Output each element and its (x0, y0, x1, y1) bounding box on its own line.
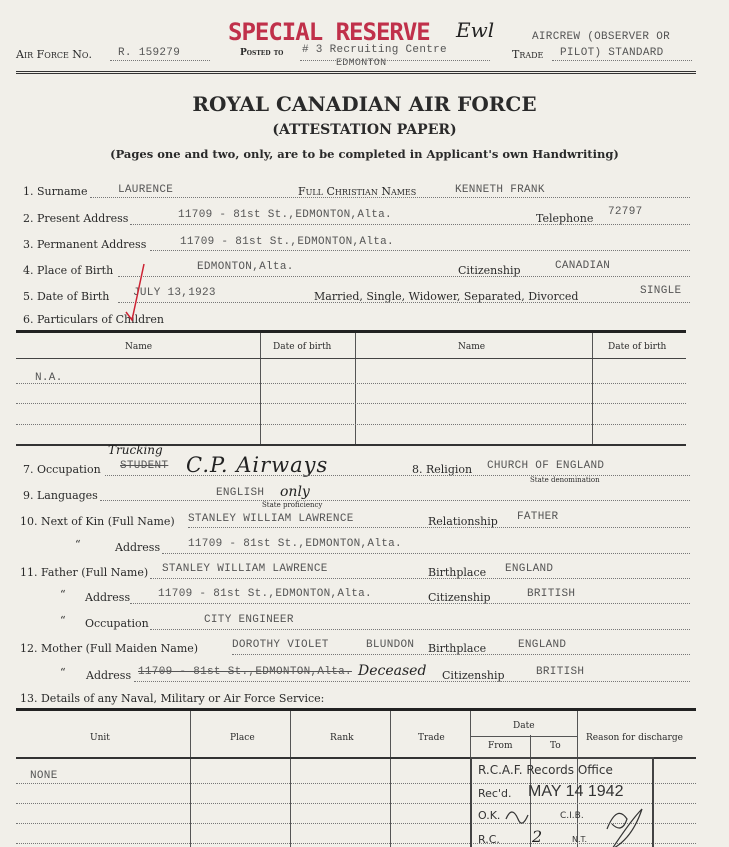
air-force-no: R. 159279 (118, 47, 181, 59)
children-label: 6. Particulars of Children (23, 313, 164, 326)
languages-handwritten: only (280, 484, 310, 500)
special-reserve-stamp: SPECIAL RESERVE (228, 18, 430, 46)
religion-note: State denomination (530, 476, 600, 484)
mother-label: 12. Mother (Full Maiden Name) (20, 642, 199, 655)
occupation-label: 7. Occupation (23, 463, 101, 476)
service-header-date: Date (513, 721, 535, 731)
records-office-stamp (470, 757, 654, 847)
trade-line1: AIRCREW (OBSERVER OR (532, 31, 671, 43)
religion-label: 8. Religion (412, 463, 473, 476)
telephone-label: Telephone (536, 212, 594, 225)
marital-label: Married, Single, Widower, Separated, Divorced (314, 290, 579, 303)
children-header-dob-2: Date of birth (608, 342, 667, 352)
dob-value: JULY 13,1923 (133, 287, 216, 299)
service-header-to: To (550, 741, 561, 751)
form-title: ROYAL CANADIAN AIR FORCE (192, 92, 537, 116)
mother-birthplace-label: Birthplace (428, 642, 487, 655)
posted-to: # 3 Recruiting Centre (302, 44, 447, 56)
stamp-date: MAY 14 1942 (528, 783, 624, 800)
nok-address-value: 11709 - 81st St.,EDMONTON,Alta. (188, 538, 402, 550)
nok-label: 10. Next of Kin (Full Name) (20, 515, 175, 528)
service-header-rank: Rank (330, 733, 354, 743)
stamp-recd-label: Rec'd. (478, 787, 512, 800)
languages-value: ENGLISH (216, 487, 265, 499)
relationship-value: FATHER (517, 511, 559, 523)
father-citizenship-value: BRITISH (527, 588, 576, 600)
service-header-unit: Unit (90, 733, 110, 743)
present-address-label: 2. Present Address (23, 212, 129, 225)
ditto-mark: “ (60, 614, 66, 627)
christian-names-label: Full Christian Names (298, 185, 417, 198)
telephone-value: 72797 (608, 206, 643, 218)
mother-address-value: 11709 - 81st St.,EDMONTON,Alta. (138, 666, 352, 678)
stamp-ok-label: O.K. (478, 809, 501, 822)
nok-address-label: Address (115, 541, 161, 554)
birthplace-label: 4. Place of Birth (23, 264, 114, 277)
stamp-signatures-icon (502, 799, 652, 847)
occupation-handwritten-above: Trucking (108, 443, 163, 457)
mother-surname-value: BLUNDON (366, 639, 415, 651)
nok-value: STANLEY WILLIAM LAWRENCE (188, 513, 354, 525)
posted-to-label: Posted to (240, 48, 284, 58)
service-header-reason: Reason for discharge (586, 733, 683, 743)
ditto-mark: “ (60, 588, 66, 601)
children-value: N.A. (35, 372, 63, 384)
father-address-label: Address (85, 591, 131, 604)
service-header-from: From (488, 741, 513, 751)
surname-label: 1. Surname (23, 185, 88, 198)
father-address-value: 11709 - 81st St.,EDMONTON,Alta. (158, 588, 372, 600)
service-value: NONE (30, 770, 58, 782)
present-address-value: 11709 - 81st St.,EDMONTON,Alta. (178, 209, 392, 221)
mother-value: DOROTHY VIOLET (232, 639, 329, 651)
stamp-rc-label: R.C. (478, 833, 500, 846)
mother-handwritten-deceased: Deceased (358, 663, 427, 679)
stamp-title: R.C.A.F. Records Office (478, 763, 613, 777)
children-header-dob: Date of birth (273, 342, 332, 352)
air-force-no-label: Air Force No. (16, 48, 92, 61)
surname-value: LAURENCE (118, 184, 174, 196)
initials-signature: Ewl (456, 18, 495, 42)
citizenship-value: CANADIAN (555, 260, 611, 272)
stamp-rc-value: 2 (532, 827, 543, 846)
birthplace-value: EDMONTON,Alta. (197, 261, 294, 273)
service-label: 13. Details of any Naval, Military or Air Force Service: (20, 692, 325, 705)
languages-note: State proficiency (262, 501, 323, 509)
citizenship-label: Citizenship (458, 264, 521, 277)
father-label: 11. Father (Full Name) (20, 566, 149, 579)
father-birthplace-label: Birthplace (428, 566, 487, 579)
occupation-struck: STUDENT (120, 460, 169, 472)
relationship-label: Relationship (428, 515, 498, 528)
stamp-nt-label: N.T. (572, 835, 588, 844)
service-header-trade: Trade (418, 733, 445, 743)
christian-names-value: KENNETH FRANK (455, 184, 545, 196)
ditto-mark: “ (75, 538, 81, 551)
permanent-address-label: 3. Permanent Address (23, 238, 147, 251)
form-note: (Pages one and two, only, are to be completed in Applicant's own Handwriting) (110, 147, 619, 161)
father-birthplace-value: ENGLAND (505, 563, 554, 575)
mother-address-label: Address (86, 669, 132, 682)
mother-citizenship-label: Citizenship (442, 669, 505, 682)
marital-value: SINGLE (640, 285, 682, 297)
religion-value: CHURCH OF ENGLAND (487, 460, 605, 472)
languages-label: 9. Languages (23, 489, 98, 502)
ditto-mark: “ (60, 666, 66, 679)
permanent-address-value: 11709 - 81st St.,EDMONTON,Alta. (180, 236, 394, 248)
children-header-name: Name (125, 342, 153, 352)
father-value: STANLEY WILLIAM LAWRENCE (162, 563, 328, 575)
trade-line2: PILOT) STANDARD (560, 47, 664, 59)
children-header-name-2: Name (458, 342, 486, 352)
father-occupation-label: Occupation (85, 617, 149, 630)
father-citizenship-label: Citizenship (428, 591, 491, 604)
dob-label: 5. Date of Birth (23, 290, 110, 303)
stamp-cib-label: C.I.B. (560, 811, 584, 821)
service-header-place: Place (230, 733, 255, 743)
trade-label: Trade (512, 48, 544, 61)
mother-citizenship-value: BRITISH (536, 666, 585, 678)
occupation-handwritten: C.P. Airways (186, 453, 329, 477)
posted-to-city: EDMONTON (336, 58, 387, 69)
father-occupation-value: CITY ENGINEER (204, 614, 294, 626)
mother-birthplace-value: ENGLAND (518, 639, 567, 651)
form-subtitle: (ATTESTATION PAPER) (272, 122, 457, 138)
red-checkmark-icon (118, 262, 148, 324)
